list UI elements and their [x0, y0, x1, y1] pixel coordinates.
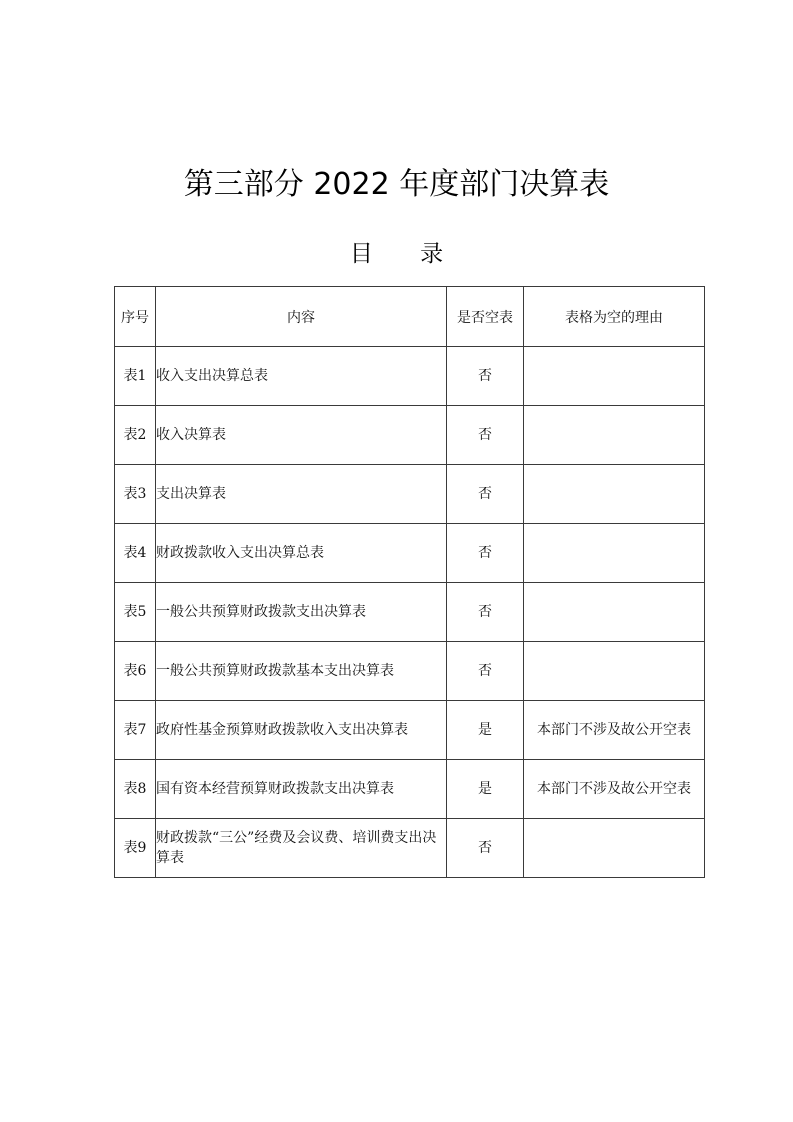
document-title: 第三部分 2022 年度部门决算表: [183, 167, 610, 202]
row-empty-reason: [524, 583, 705, 642]
header-is-empty: 是否空表: [447, 287, 524, 347]
row-content: 财政拨款“三公”经费及会议费、培训费支出决算表: [156, 819, 447, 878]
row-content: 政府性基金预算财政拨款收入支出决算表: [156, 701, 447, 760]
row-index: 表2: [115, 406, 156, 465]
row-content: 支出决算表: [156, 465, 447, 524]
row-is-empty: 否: [447, 642, 524, 701]
row-empty-reason: 本部门不涉及故公开空表: [524, 760, 705, 819]
row-is-empty: 是: [447, 760, 524, 819]
row-index: 表5: [115, 583, 156, 642]
table-row: [115, 347, 705, 406]
header-index: 序号: [115, 287, 156, 347]
header-empty-reason: 表格为空的理由: [524, 287, 705, 347]
row-content: 收入决算表: [156, 406, 447, 465]
row-empty-reason: 本部门不涉及故公开空表: [524, 701, 705, 760]
table-row: [115, 524, 705, 583]
header-content: 内容: [156, 287, 447, 347]
row-index: 表8: [115, 760, 156, 819]
row-index: 表6: [115, 642, 156, 701]
row-is-empty: 是: [447, 701, 524, 760]
row-is-empty: 否: [447, 819, 524, 878]
row-index: 表7: [115, 701, 156, 760]
row-empty-reason: [524, 642, 705, 701]
table-row: [115, 406, 705, 465]
row-empty-reason: [524, 524, 705, 583]
row-empty-reason: [524, 347, 705, 406]
row-content: 一般公共预算财政拨款支出决算表: [156, 583, 447, 642]
row-is-empty: 否: [447, 583, 524, 642]
row-is-empty: 否: [447, 524, 524, 583]
row-empty-reason: [524, 465, 705, 524]
toc-heading: 目 录: [349, 241, 464, 267]
table-row: [115, 642, 705, 701]
row-content: 财政拨款收入支出决算总表: [156, 524, 447, 583]
row-index: 表4: [115, 524, 156, 583]
row-index: 表9: [115, 819, 156, 878]
table-row: [115, 701, 705, 760]
toc-table: [114, 286, 705, 878]
row-is-empty: 否: [447, 347, 524, 406]
row-index: 表1: [115, 347, 156, 406]
row-empty-reason: [524, 819, 705, 878]
row-content: 收入支出决算总表: [156, 347, 447, 406]
row-is-empty: 否: [447, 465, 524, 524]
row-is-empty: 否: [447, 406, 524, 465]
row-content: 国有资本经营预算财政拨款支出决算表: [156, 760, 447, 819]
row-content: 一般公共预算财政拨款基本支出决算表: [156, 642, 447, 701]
row-index: 表3: [115, 465, 156, 524]
table-header-row: [115, 287, 705, 347]
table-row: [115, 819, 705, 878]
table-row: [115, 465, 705, 524]
row-empty-reason: [524, 406, 705, 465]
table-row: [115, 583, 705, 642]
table-row: [115, 760, 705, 819]
